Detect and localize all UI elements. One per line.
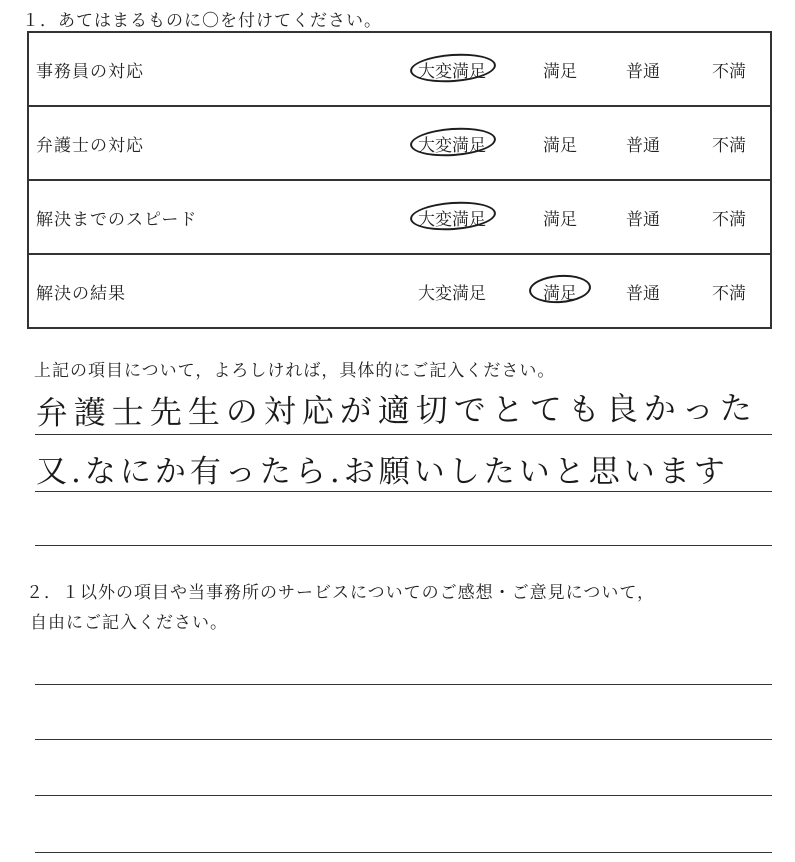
table-row bbox=[29, 181, 770, 255]
option-very-satisfied[interactable]: 大変満足 bbox=[414, 205, 490, 230]
satisfaction-table bbox=[27, 31, 772, 329]
option-very-satisfied[interactable]: 大変満足 bbox=[418, 284, 486, 304]
handwritten-comment-line-1: 弁護士先生の対応が適切でとても良かった bbox=[35, 388, 758, 433]
row-label: 解決の結果 bbox=[36, 284, 126, 304]
comment-rule-line bbox=[35, 491, 772, 492]
row-label: 弁護士の対応 bbox=[36, 136, 144, 156]
hand-drawn-circle-mark bbox=[528, 273, 592, 305]
table-row bbox=[29, 107, 770, 181]
table-row bbox=[29, 255, 770, 329]
option-neutral[interactable]: 普通 bbox=[626, 62, 660, 82]
answer-rule-line[interactable] bbox=[35, 795, 772, 796]
option-satisfied[interactable]: 満足 bbox=[543, 136, 577, 156]
comment-rule-line[interactable] bbox=[35, 545, 772, 546]
comment-rule-line bbox=[35, 434, 772, 435]
question-2-heading: ２．１以外の項目や当事務所のサービスについてのご感想・ご意見について， bbox=[26, 583, 655, 603]
table-row bbox=[29, 33, 770, 107]
option-neutral[interactable]: 普通 bbox=[626, 136, 660, 156]
option-dissatisfied[interactable]: 不満 bbox=[712, 210, 746, 230]
row-label: 解決までのスピード bbox=[36, 210, 198, 230]
answer-rule-line[interactable] bbox=[35, 852, 772, 853]
row-label: 事務員の対応 bbox=[36, 62, 144, 82]
question-2-heading-continued: 自由にご記入ください。 bbox=[30, 613, 228, 633]
option-very-satisfied[interactable]: 大変満足 bbox=[414, 57, 490, 82]
answer-rule-line[interactable] bbox=[35, 739, 772, 740]
option-neutral[interactable]: 普通 bbox=[626, 210, 660, 230]
answer-rule-line[interactable] bbox=[35, 684, 772, 685]
option-satisfied[interactable]: 満足 bbox=[534, 279, 586, 304]
comment-prompt: 上記の項目について，よろしければ，具体的にご記入ください。 bbox=[34, 361, 556, 381]
option-dissatisfied[interactable]: 不満 bbox=[712, 136, 746, 156]
option-satisfied[interactable]: 満足 bbox=[543, 62, 577, 82]
question-1-heading: １．あてはまるものに〇を付けてください。 bbox=[22, 11, 382, 31]
option-neutral[interactable]: 普通 bbox=[626, 284, 660, 304]
option-dissatisfied[interactable]: 不満 bbox=[712, 62, 746, 82]
option-dissatisfied[interactable]: 不満 bbox=[712, 284, 746, 304]
option-very-satisfied[interactable]: 大変満足 bbox=[414, 131, 490, 156]
handwritten-comment-line-2: 又.なにか有ったら.お願いしたいと思います bbox=[36, 454, 729, 490]
option-satisfied[interactable]: 満足 bbox=[543, 210, 577, 230]
